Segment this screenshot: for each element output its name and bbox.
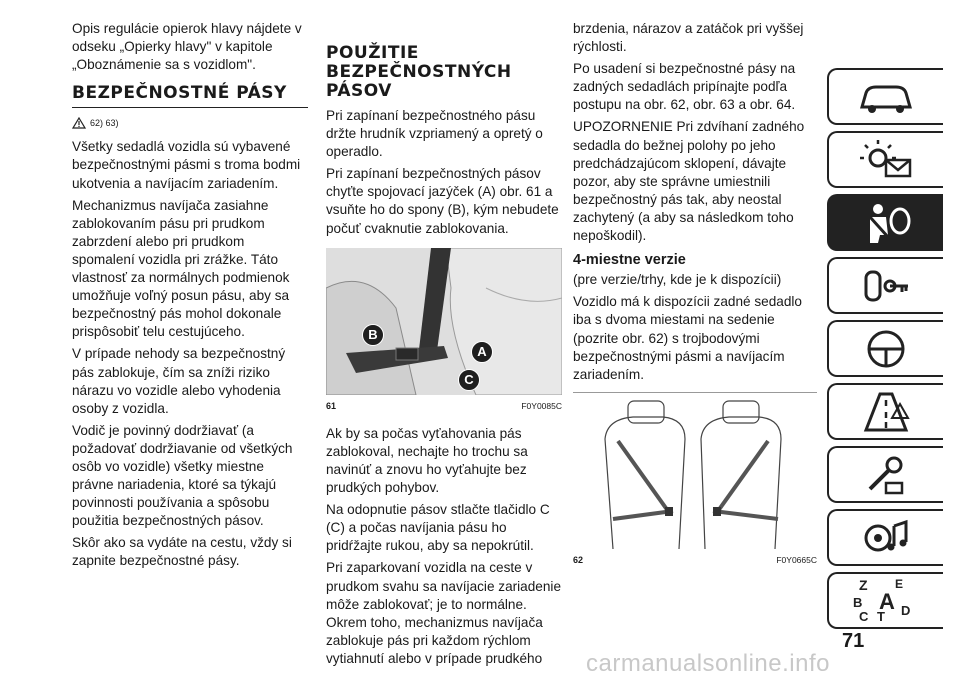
chapter-tab-safety[interactable] bbox=[827, 194, 943, 251]
rear-seats-illustration bbox=[573, 399, 817, 549]
subheading: 4-miestne verzie bbox=[573, 252, 686, 269]
intro-text: Opis regulácie opierok hlavy nájdete v odseku „Opierky hlavy" v kapitole „Oboznámenie sa s vozidlom". bbox=[72, 21, 302, 73]
chapter-sidebar bbox=[827, 68, 945, 635]
column-2 bbox=[326, 44, 562, 672]
paragraph: Pri zapínaní bezpečnostných pásov chyťte spojovací jazýček (A) obr. 61 a vsuňte ho do spony (B), kým nebudete počuť cvaknutie zablokovania. bbox=[326, 166, 559, 236]
index-letter: E bbox=[895, 576, 904, 591]
paragraph: Skôr ako sa vydáte na cestu, vždy si zapnite bezpečnostné pásy. bbox=[72, 535, 292, 569]
index-letter: A bbox=[879, 588, 895, 614]
page-number: 71 bbox=[842, 630, 865, 652]
chapter-tab-dashboard[interactable] bbox=[827, 68, 943, 125]
index-letter: Z bbox=[859, 576, 868, 593]
paragraph: Pri zapínaní bezpečnostného pásu držte hrudník vzpriamený a opretý o operadlo. bbox=[326, 108, 543, 160]
road-warning-icon bbox=[856, 390, 916, 434]
paragraph: Mechanizmus navíjača zasiahne zablokovaním pásu pri prudkom zabrzdení alebo pri prudkom spomalení vozidla pri zrážke. Táto vlastnosť za normálnych podmienok umožňuje voľný posun pásu, aby sa bezpečnostný pás mohol dokonale prispôsobiť telu cestujúceho. bbox=[72, 197, 290, 340]
figure-label-a: A bbox=[471, 341, 493, 363]
car-dashboard-icon bbox=[856, 77, 916, 117]
paragraph: Vozidlo má k dispozícii zadné sedadlo iba s dvoma miestami na sedenie (pozrite obr. 62) s trojbodovými bezpečnostnými pásmi a navíjacím zariadením. bbox=[573, 294, 802, 382]
figure-number: 61 bbox=[326, 400, 337, 411]
warning-refs-text: 62) 63) bbox=[90, 118, 119, 129]
chapter-tab-emergency[interactable] bbox=[827, 383, 943, 440]
figure-61-caption bbox=[326, 397, 562, 415]
index-letter: T bbox=[877, 608, 885, 624]
figure-61-seatbelt-buckle bbox=[326, 248, 562, 395]
paragraph: Všetky sedadlá vozidla sú vybavené bezpečnostnými pásmi s troma bodmi ukotvenia a navíjacím zariadením. bbox=[72, 139, 301, 191]
paragraph: UPOZORNENIE Pri zdvíhaní zadného sedadla do bežnej polohy po jeho predchádzajúcom sklopení, dávajte pozor, aby ste správne umiestnili bezpečnostný pás tak, aby neostal zachytený (a aby sa následkom toho nepoškodil). bbox=[573, 119, 805, 244]
figure-62-caption bbox=[573, 551, 817, 569]
figure-code: F0Y0665C bbox=[776, 554, 817, 565]
service-tools-icon bbox=[856, 453, 916, 497]
paragraph: brzdenia, nárazov a zatáčok pri vyššej rýchlosti. bbox=[573, 21, 804, 55]
figure-62-rear-seats bbox=[573, 399, 817, 549]
paragraph: Pri zaparkovaní vozidla na ceste v prudkom svahu sa navíjacie zariadenie môže zablokovať; je to normálne. Okrem toho, mechanizmus navíjača zablokuje pás pri každom rýchlom vytiahnutí alebo v prípade prudkého bbox=[326, 560, 562, 666]
warning-triangle-icon bbox=[72, 117, 86, 129]
key-ignition-icon bbox=[856, 266, 916, 306]
chapter-tab-maintenance[interactable] bbox=[827, 446, 943, 503]
index-letter: B bbox=[853, 594, 863, 610]
alphabetical-index-icon bbox=[851, 577, 921, 625]
paragraph: Po usadení si bezpečnostné pásy na zadných sedadlách pripínajte podľa postupu na obr. 62, obr. 63 a obr. 64. bbox=[573, 61, 796, 113]
seatbelt-airbag-icon bbox=[856, 201, 916, 245]
chapter-tab-starting[interactable] bbox=[827, 257, 943, 314]
warning-references bbox=[72, 114, 308, 132]
paragraph: (pre verzie/trhy, kde je k dispozícii) bbox=[573, 272, 782, 288]
watermark: carmanualsonline.info bbox=[586, 650, 830, 677]
figure-code: F0Y0085C bbox=[521, 400, 562, 411]
seatbelt-buckle-illustration bbox=[326, 248, 562, 395]
multimedia-icon bbox=[856, 516, 916, 560]
column-1 bbox=[72, 20, 308, 575]
figure-label-b: B bbox=[362, 324, 384, 346]
paragraph: Vodič je povinný dodržiavať (a požadovať dodržiavanie od všetkých osôb vo vozidle) všetky miestne právne nariadenia, ktoré sa týkajú povinnosti používania a spôsobu použitia bezpečnostných pásov. bbox=[72, 422, 293, 529]
index-letter: D bbox=[901, 602, 911, 618]
column-3 bbox=[573, 20, 817, 579]
figure-divider bbox=[573, 392, 817, 393]
paragraph: V prípade nehody sa bezpečnostný pás zablokuje, čím sa zníži riziko nárazu vo vozidle alebo vyhodenia osoby z vozidla. bbox=[72, 346, 286, 416]
chapter-tab-warning-lights[interactable] bbox=[827, 131, 943, 188]
steering-wheel-icon bbox=[856, 327, 916, 371]
paragraph: Ak by sa počas vyťahovania pás zablokoval, nechajte ho trochu sa navinúť a znovu ho vyťahujte bez prudkých pohybov. bbox=[326, 425, 528, 496]
index-letter: C bbox=[859, 608, 869, 624]
chapter-tab-multimedia[interactable] bbox=[827, 509, 943, 566]
figure-number: 62 bbox=[573, 554, 584, 565]
warning-lights-icon bbox=[856, 140, 916, 180]
section-heading: BEZPEČNOSTNÉ PÁSY bbox=[72, 84, 308, 108]
paragraph: Na odopnutie pásov stlačte tlačidlo C (C) a počas navíjania pásu ho pridŕžajte rukou, aby sa nepokrútil. bbox=[326, 502, 550, 554]
chapter-tab-index[interactable] bbox=[827, 572, 943, 629]
figure-label-c: C bbox=[458, 369, 480, 391]
section-heading: POUŽITIE BEZPEČNOSTNÝCH PÁSOV bbox=[326, 43, 512, 101]
chapter-tab-driving[interactable] bbox=[827, 320, 943, 377]
